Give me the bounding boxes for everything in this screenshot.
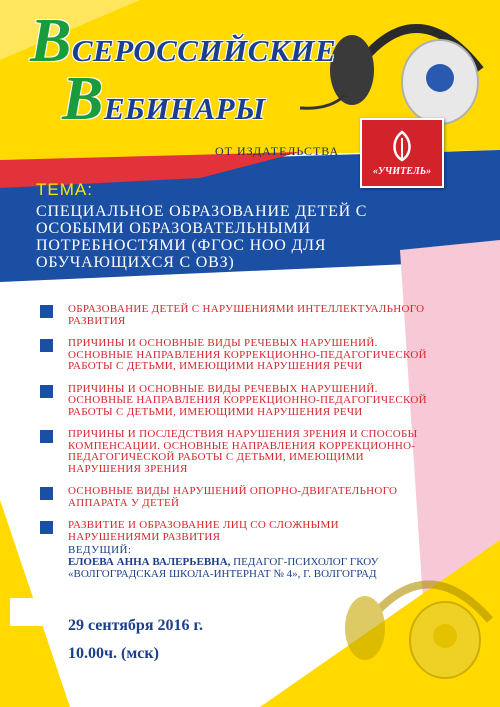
host-name: ЕЛОЕВА АННА ВАЛЕРЬЕВНА, <box>68 556 231 568</box>
page-title-line2 <box>62 65 266 133</box>
square-bullet-icon <box>40 339 53 352</box>
decorative-square <box>10 598 42 626</box>
list-item <box>40 486 430 509</box>
list-item <box>40 304 430 327</box>
event-date: 29 сентября 2016 г. <box>68 617 203 634</box>
host-block <box>68 544 408 580</box>
publisher-logo-icon <box>362 126 442 166</box>
list-item-text: ПРИЧИНЫ И ПОСЛЕДСТВИЯ НАРУШЕНИЯ ЗРЕНИЯ И СПОСОБЫ КОМПЕНСАЦИИ. ОСНОВНЫЕ НАПРАВЛЕНИЯ КОРРЕКЦИОННО-ПЕДАГОГИЧЕСКОЙ РАБОТЫ С ДЕТЬМИ, ИМЕЮЩИМИ НАРУШЕНИЯ ЗРЕНИЯ <box>68 428 418 475</box>
publisher-logo <box>360 118 444 188</box>
list-item-text: ПРИЧИНЫ И ОСНОВНЫЕ ВИДЫ РЕЧЕВЫХ НАРУШЕНИЙ. ОСНОВНЫЕ НАПРАВЛЕНИЯ КОРРЕКЦИОННО-ПЕДАГОГИЧЕСКОЙ РАБОТЫ С ДЕТЬМИ, ИМЕЮЩИМИ НАРУШЕНИЯ РЕЧИ <box>68 382 427 418</box>
event-time: 10.00ч. (мск) <box>68 645 159 662</box>
title-initial: В <box>62 65 104 133</box>
list-item-text: ОСНОВНЫЕ ВИДЫ НАРУШЕНИЙ ОПОРНО-ДВИГАТЕЛЬНОГО АППАРАТА У ДЕТЕЙ <box>68 485 398 509</box>
list-item-text: ОБРАЗОВАНИЕ ДЕТЕЙ С НАРУШЕНИЯМИ ИНТЕЛЛЕКТУАЛЬНОГО РАЗВИТИЯ <box>68 303 425 327</box>
square-bullet-icon <box>40 305 53 318</box>
square-bullet-icon <box>40 385 53 398</box>
host-label: ВЕДУЩИЙ: <box>68 544 132 556</box>
host-info: ПЕДАГОГ-ПСИХОЛОГ ГКОУ «ВОЛГОГРАДСКАЯ ШКОЛА-ИНТЕРНАТ № 4», Г. ВОЛГОГРАД <box>68 556 379 580</box>
square-bullet-icon <box>40 487 53 500</box>
list-item <box>40 429 430 475</box>
page-title-line1 <box>30 7 337 75</box>
square-bullet-icon <box>40 521 53 534</box>
topic-label: ТЕМА: <box>36 180 93 199</box>
list-item-text: РАЗВИТИЕ И ОБРАЗОВАНИЕ ЛИЦ СО СЛОЖНЫМИ НАРУШЕНИЯМИ РАЗВИТИЯ <box>68 519 339 543</box>
title-word: СЕРОССИЙСКИЕ <box>71 33 337 68</box>
title-word: ЕБИНАРЫ <box>103 91 266 126</box>
publisher-logo-label: «УЧИТЕЛЬ» <box>372 166 432 177</box>
list-item-text: ПРИЧИНЫ И ОСНОВНЫЕ ВИДЫ РЕЧЕВЫХ НАРУШЕНИЙ. ОСНОВНЫЕ НАПРАВЛЕНИЯ КОРРЕКЦИОННО-ПЕДАГОГИЧЕСКОЙ РАБОТЫ С ДЕТЬМИ, ИМЕЮЩИМИ НАРУШЕНИЯ РЕЧИ <box>68 337 427 372</box>
topic-list <box>40 304 430 554</box>
list-item <box>40 384 430 419</box>
topic-title: СПЕЦИАЛЬНОЕ ОБРАЗОВАНИЕ ДЕТЕЙ С ОСОБЫМИ ОБРАЗОВАТЕЛЬНЫМИ ПОТРЕБНОСТЯМИ (ФГОС НОО ДЛЯ ОБУЧАЮЩИХСЯ С ОВЗ) <box>36 203 368 271</box>
list-item <box>40 520 430 543</box>
publisher-caption: ОТ ИЗДАТЕЛЬСТВА <box>215 144 340 158</box>
list-item <box>40 338 430 373</box>
square-bullet-icon <box>40 430 53 443</box>
title-initial: В <box>30 7 72 75</box>
